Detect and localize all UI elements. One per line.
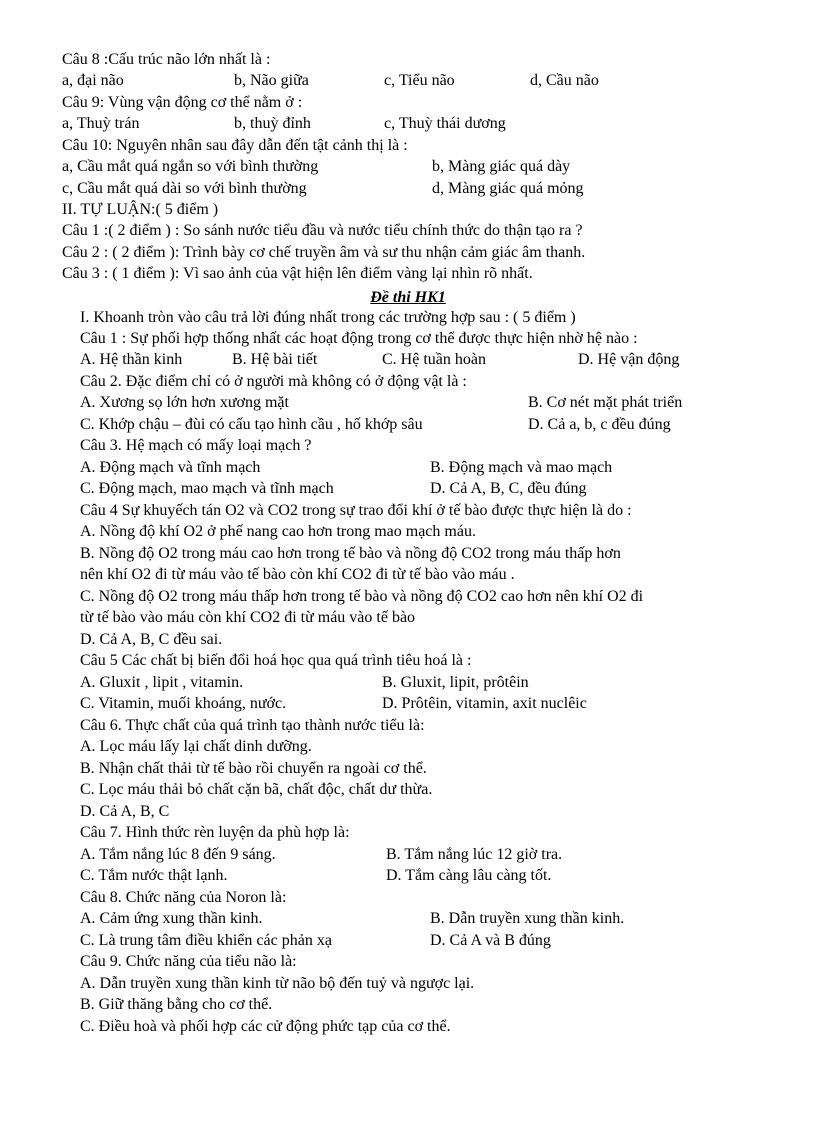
question-8-options [62,71,599,91]
option-c: c, Cầu mắt quá dài so với bình thường [62,180,307,197]
option-a: a, Cầu mắt quá ngắn so với bình thường [62,158,319,175]
question-6-option-d: D. Cả A, B, C [80,803,170,820]
option-a: A. Động mạch và tĩnh mạch [80,459,261,476]
question-4-option-b-line1: B. Nồng độ O2 trong máu cao hơn trong tế bào và nồng độ CO2 trong máu thấp hơn [80,545,621,562]
option-b: B. Gluxit, lipit, prôtêin [382,674,529,691]
option-d: D. Tắm càng lâu càng tốt. [386,867,552,884]
section-1-instruction: I. Khoanh tròn vào câu trả lời đúng nhất trong các trường hợp sau : ( 5 điểm ) [80,309,576,326]
question-9-option-a: A. Dẫn truyền xung thần kinh từ não bộ đến tuỷ và ngược lại. [80,975,475,992]
question-3-text: Câu 3. Hệ mạch có mấy loại mạch ? [80,437,312,454]
question-4-option-b-line2: nên khí O2 đi từ máu vào tế bào còn khí CO2 đi từ tế bào vào máu . [80,566,515,583]
question-9-option-c: C. Điều hoà và phối hợp các cử động phức tạp của cơ thể. [80,1018,451,1035]
question-10-options-row1 [62,157,571,177]
question-6-option-c: C. Lọc máu thải bỏ chất cặn bã, chất độc, chất dư thừa. [80,781,433,798]
option-c: C. Động mạch, mao mạch và tĩnh mạch [80,480,334,497]
question-3-options-row1 [80,458,613,478]
option-b: B. Động mạch và mao mạch [430,459,613,476]
question-6-text: Câu 6. Thực chất của quá trình tạo thành nước tiểu là: [80,717,425,734]
option-c: C. Là trung tâm điều khiển các phản xạ [80,932,332,949]
option-b: b, Não giữa [234,72,309,89]
question-4-option-a: A. Nồng độ khí O2 ở phế nang cao hơn trong mao mạch máu. [80,523,476,540]
option-b: B. Cơ nét mặt phát triển [528,394,683,411]
question-1-text: Câu 1 : Sự phối hợp thống nhất các hoạt động trong cơ thể được thực hiện nhờ hệ nào : [80,330,638,347]
question-6-option-b: B. Nhận chất thải từ tế bào rồi chuyển ra ngoài cơ thể. [80,760,427,777]
option-a: a, Thuỳ trán [62,115,140,132]
question-9-text: Câu 9: Vùng vận động cơ thể nằm ở : [62,94,303,111]
option-b: B. Hệ bài tiết [232,351,318,368]
exam-title: Đề thi HK1 [370,289,446,306]
question-5-text: Câu 5 Các chất bị biến đổi hoá học qua quá trình tiêu hoá là : [80,652,472,669]
option-d: D. Cả A, B, C, đều đúng [430,480,587,497]
question-8-text: Câu 8 :Cấu trúc não lớn nhất là : [62,51,271,68]
option-a: A. Gluxit , lipit , vitamin. [80,674,244,691]
section-2-heading: II. TỰ LUẬN:( 5 điểm ) [62,201,219,218]
option-c: C. Tắm nước thật lạnh. [80,867,228,884]
question-10-text: Câu 10: Nguyên nhân sau đây dẫn đến tật cảnh thị là : [62,137,408,154]
question-3-options-row2 [80,479,587,499]
option-a: a, đại não [62,72,124,89]
question-7-text: Câu 7. Hình thức rèn luyện da phù hợp là: [80,824,350,841]
option-a: A. Xương sọ lớn hơn xương mặt [80,394,289,411]
option-c: C. Hệ tuần hoàn [382,351,486,368]
question-5-options-row2 [80,694,587,714]
option-b: B. Dẫn truyền xung thần kinh. [430,910,625,927]
option-c: C. Khớp chậu – đùi có cấu tạo hình cầu , hố khớp sâu [80,416,423,433]
option-d: D. Prôtêin, vitamin, axit nuclêic [382,695,587,712]
option-a: A. Hệ thần kinh [80,351,183,368]
question-9-text: Câu 9. Chức năng của tiểu não là: [80,953,297,970]
option-a: A. Tắm nắng lúc 8 đến 9 sáng. [80,846,276,863]
option-a: A. Cảm ứng xung thần kinh. [80,910,263,927]
question-7-options-row2 [80,866,552,886]
question-10-options-row2 [62,179,584,199]
option-b: b, Màng giác quá dày [432,158,571,175]
question-7-options-row1 [80,845,563,865]
option-d: d, Màng giác quá mỏng [432,180,584,197]
question-2-text: Câu 2. Đặc điểm chỉ có ở người mà không có ở động vật là : [80,373,467,390]
question-2-options-row2 [80,415,671,435]
question-8-text: Câu 8. Chức năng của Noron là: [80,889,287,906]
question-6-option-a: A. Lọc máu lấy lại chất dinh dưỡng. [80,738,312,755]
option-d: d, Cầu não [530,72,599,89]
option-d: D. Cả A và B đúng [430,932,551,949]
question-2-options-row1 [80,393,683,413]
essay-question-2: Câu 2 : ( 2 điểm ): Trình bày cơ chế truyền âm và sư thu nhận cảm giác âm thanh. [62,244,586,261]
option-c: c, Thuỳ thái dương [384,115,506,132]
question-4-option-c-line2: từ tế bào vào máu còn khí CO2 đi từ máu vào tế bào [80,609,416,626]
question-9-options [62,114,506,134]
question-4-text: Câu 4 Sự khuyếch tán O2 và CO2 trong sự trao đổi khí ở tế bào được thực hiện là do : [80,502,632,519]
option-d: D. Hệ vận động [578,351,680,368]
essay-question-1: Câu 1 :( 2 điểm ) : So sánh nước tiểu đầu và nước tiểu chính thức do thận tạo ra ? [62,222,583,239]
question-4-option-c-line1: C. Nồng độ O2 trong máu thấp hơn trong tế bào và nồng độ CO2 cao hơn nên khí O2 đi [80,588,644,605]
question-5-options-row1 [80,673,529,693]
option-c: c, Tiểu não [384,72,455,89]
option-d: D. Cả a, b, c đều đúng [528,416,671,433]
question-8-options-row1 [80,909,625,929]
question-8-options-row2 [80,931,551,951]
question-4-option-d: D. Cả A, B, C đều sai. [80,631,223,648]
question-9-option-b: B. Giữ thăng bằng cho cơ thể. [80,996,273,1013]
option-b: B. Tắm nắng lúc 12 giờ tra. [386,846,563,863]
essay-question-3: Câu 3 : ( 1 điểm ): Vì sao ảnh của vật hiện lên điểm vàng lại nhìn rõ nhất. [62,265,533,282]
option-b: b, thuỳ đỉnh [234,115,311,132]
question-1-options [80,350,680,370]
option-c: C. Vitamin, muối khoáng, nước. [80,695,287,712]
